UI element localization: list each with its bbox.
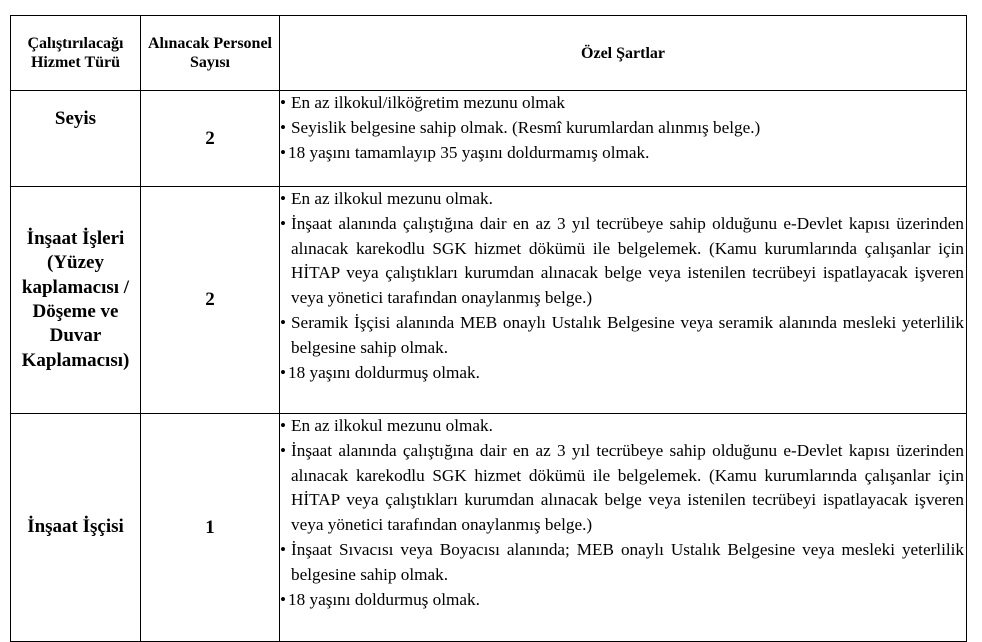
personnel-count-cell: 1 xyxy=(141,414,280,642)
bullet-icon: • xyxy=(280,189,287,208)
service-type-cell: İnşaat İşçisi xyxy=(11,414,141,642)
condition-item: • Seramik İşçisi alanında MEB onaylı Ustalık Belgesine veya seramik alanında mesleki yeterlilik belgesine sahip olmak. xyxy=(280,312,964,357)
bullet-icon: • xyxy=(280,142,287,162)
bullet-icon: • xyxy=(280,362,287,382)
conditions-cell xyxy=(280,187,967,414)
condition-item: • En az ilkokul mezunu olmak. xyxy=(280,187,964,212)
header-row xyxy=(11,16,967,91)
bullet-icon: • xyxy=(280,93,287,112)
condition-item: • Seyislik belgesine sahip olmak. (Resmî kurumlardan alınmış belge.) xyxy=(280,116,964,141)
condition-item: • 18 yaşını doldurmuş olmak. xyxy=(280,588,964,613)
conditions-cell xyxy=(280,91,967,187)
header-special-conditions: Özel Şartlar xyxy=(280,16,967,91)
personnel-count-cell: 2 xyxy=(141,91,280,187)
bullet-icon: • xyxy=(280,117,287,137)
bullet-icon: • xyxy=(280,539,287,559)
condition-item: • İnşaat alanında çalıştığına dair en az 3 yıl tecrübeye sahip olduğunu e-Devlet kapısı üzerinden alınacak karekodlu SGK hizmet dökümü ile belgelemek. (Kamu kurumlarında çalışanlar için HİTAP veya çalıştıkları kurumdan alınacak belge veya istenilen tecrübeyi ispatlayacak işveren veya yönetici tarafından onaylanmış belge.) xyxy=(280,213,964,308)
table-row xyxy=(11,91,967,187)
condition-item: • 18 yaşını doldurmuş olmak. xyxy=(280,361,964,386)
bullet-icon: • xyxy=(280,312,287,332)
job-requirements-table xyxy=(10,15,967,642)
personnel-count-cell: 2 xyxy=(141,187,280,414)
condition-item: • En az ilkokul mezunu olmak. xyxy=(280,414,964,439)
bullet-icon: • xyxy=(280,213,287,233)
bullet-icon: • xyxy=(280,589,287,609)
bullet-icon: • xyxy=(280,440,287,460)
condition-item: • 18 yaşını tamamlayıp 35 yaşını doldurmamış olmak. xyxy=(280,141,964,166)
service-type-cell: İnşaat İşleri (Yüzey kaplamacısı / Döşeme ve Duvar Kaplamacısı) xyxy=(11,187,141,414)
header-service-type: Çalıştırılacağı Hizmet Türü xyxy=(11,16,141,91)
condition-item: • İnşaat alanında çalıştığına dair en az 3 yıl tecrübeye sahip olduğunu e-Devlet kapısı üzerinden alınacak karekodlu SGK hizmet dökümü ile belgelemek. (Kamu kurumlarında çalışanlar için HİTAP veya çalıştıkları kurumdan alınacak belge veya istenilen tecrübeyi ispatlayacak işveren veya yönetici tarafından onaylanmış belge.) xyxy=(280,440,964,535)
condition-item: • İnşaat Sıvacısı veya Boyacısı alanında; MEB onaylı Ustalık Belgesine veya mesleki yeterlilik belgesine sahip olmak. xyxy=(280,539,964,584)
bullet-icon: • xyxy=(280,416,287,435)
service-type-cell: Seyis xyxy=(11,91,141,187)
table-row xyxy=(11,414,967,642)
table-row xyxy=(11,187,967,414)
condition-item: • En az ilkokul/ilköğretim mezunu olmak xyxy=(280,91,964,116)
header-personnel-count: Alınacak Personel Sayısı xyxy=(141,16,280,91)
conditions-cell xyxy=(280,414,967,642)
